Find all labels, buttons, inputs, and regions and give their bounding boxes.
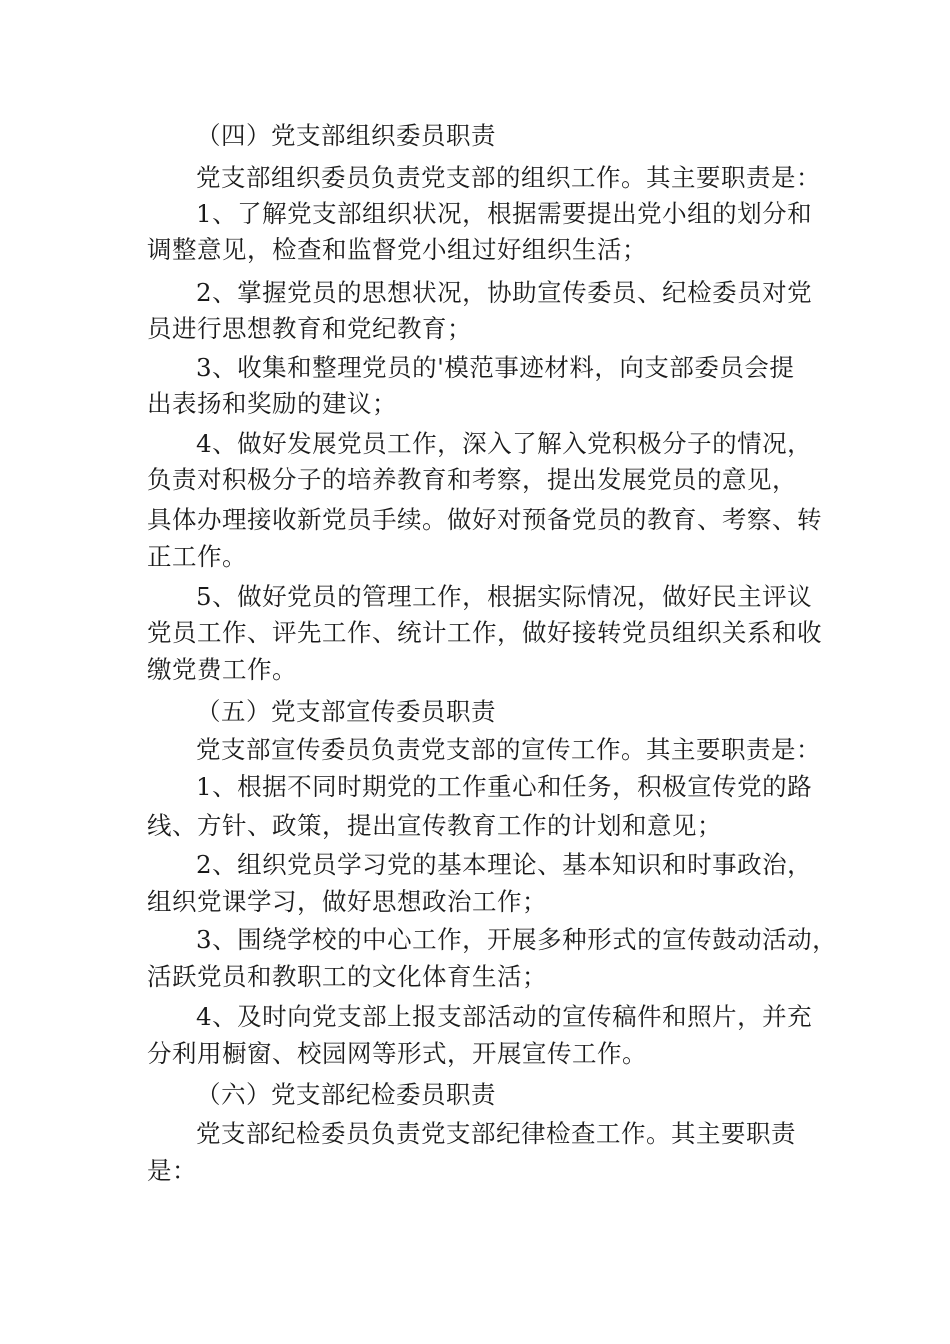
paragraph-line: 5、做好党员的管理工作，根据实际情况，做好民主评议 (196, 582, 813, 611)
paragraph-line: 4、及时向党支部上报支部活动的宣传稿件和照片，并充 (196, 1002, 813, 1031)
paragraph-line: 3、收集和整理党员的'模范事迹材料，向支部委员会提 (196, 353, 795, 382)
paragraph-line: 党员工作、评先工作、统计工作，做好接转党员组织关系和收 (147, 618, 822, 647)
paragraph-line: 负责对积极分子的培养教育和考察，提出发展党员的意见， (147, 465, 797, 494)
paragraph-line: 调整意见，检查和监督党小组过好组织生活； (147, 235, 647, 264)
paragraph-line: 党支部宣传委员负责党支部的宣传工作。其主要职责是： (196, 735, 821, 764)
paragraph-line: 4、做好发展党员工作，深入了解入党积极分子的情况， (196, 429, 813, 458)
paragraph-line: 3、围绕学校的中心工作，开展多种形式的宣传鼓动活动， (196, 925, 838, 954)
section-heading-5: （五）党支部宣传委员职责 (196, 697, 496, 726)
paragraph-line: 缴党费工作。 (147, 655, 297, 684)
paragraph-line: 2、掌握党员的思想状况，协助宣传委员、纪检委员对党 (196, 278, 813, 307)
section-heading-6: （六）党支部纪检委员职责 (196, 1080, 496, 1109)
paragraph-line: 党支部组织委员负责党支部的组织工作。其主要职责是： (196, 163, 821, 192)
paragraph-line: 正工作。 (147, 542, 247, 571)
paragraph-line: 2、组织党员学习党的基本理论、基本知识和时事政治， (196, 850, 813, 879)
paragraph-line: 出表扬和奖励的建议； (147, 389, 397, 418)
paragraph-line: 线、方针、政策，提出宣传教育工作的计划和意见； (147, 811, 722, 840)
paragraph-line: 分利用橱窗、校园网等形式，开展宣传工作。 (147, 1039, 647, 1068)
paragraph-line: 员进行思想教育和党纪教育； (147, 314, 472, 343)
paragraph-line: 组织党课学习，做好思想政治工作； (147, 887, 547, 916)
paragraph-line: 1、根据不同时期党的工作重心和任务，积极宣传党的路 (196, 772, 813, 801)
paragraph-line: 具体办理接收新党员手续。做好对预备党员的教育、考察、转 (147, 505, 822, 534)
paragraph-line: 活跃党员和教职工的文化体育生活； (147, 962, 547, 991)
paragraph-line: 是： (147, 1156, 197, 1185)
paragraph-line: 1、了解党支部组织状况，根据需要提出党小组的划分和 (196, 199, 813, 228)
paragraph-line: 党支部纪检委员负责党支部纪律检查工作。其主要职责 (196, 1119, 796, 1148)
section-heading-4: （四）党支部组织委员职责 (196, 121, 496, 150)
